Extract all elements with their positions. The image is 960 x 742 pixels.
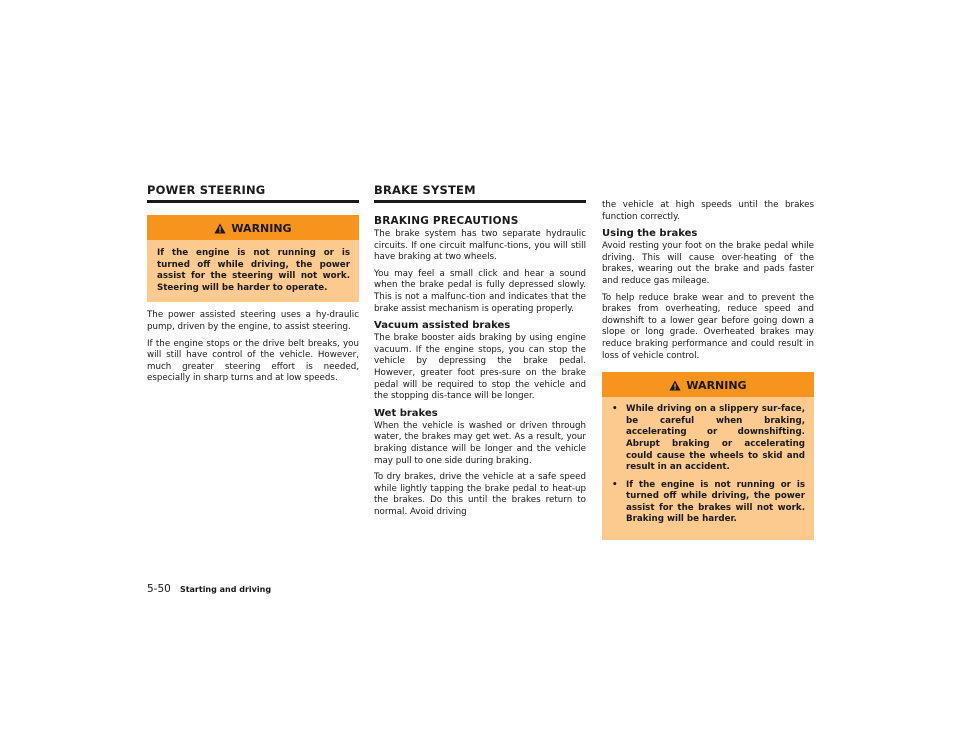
warning-label: WARNING <box>231 222 292 235</box>
paragraph: To help reduce brake wear and to prevent the brakes from overheating, reduce speed and downshift to a lower gear before going down a slope or long grade. Overheated brakes may reduce braking performance and could result in loss of vehicle control. <box>602 292 814 361</box>
paragraph-continued: the vehicle at high speeds until the brakes function correctly. <box>602 200 814 222</box>
page-footer <box>147 577 271 596</box>
bullet: • <box>612 404 618 415</box>
bullet: • <box>612 479 618 490</box>
paragraph: The power assisted steering uses a hy-draulic pump, driven by the engine, to assist steering. <box>147 310 359 332</box>
paragraph: You may feel a small click and hear a sound when the brake pedal is fully depressed slowly. This is not a malfunc-tion and indicates that the brake assist mechanism is operating properly. <box>374 268 586 314</box>
warning-list <box>602 397 814 526</box>
paragraph: When the vehicle is washed or driven through water, the brakes may get wet. As a result, your braking distance will be longer and the vehicle may pull to one side during braking. <box>374 420 586 466</box>
paragraph: The brake booster aids braking by using engine vacuum. If the engine stops, you can stop the vehicle by depressing the brake pedal. However, greater foot pres-sure on the brake pedal will be required to stop the vehicle and the stopping dis-tance will be longer. <box>374 333 586 402</box>
paragraph: The brake system has two separate hydraulic circuits. If one circuit malfunc-tions, you will still have braking at two wheels. <box>374 229 586 263</box>
chapter-title: Starting and driving <box>179 585 272 594</box>
column-brake-system-continued <box>602 200 814 548</box>
paragraph: Avoid resting your foot on the brake pedal while driving. This will cause over-heating of the brakes, wearing out the brake and pads faster and reduce gas mileage. <box>602 241 814 286</box>
warning-triangle-icon <box>669 380 681 391</box>
warning-label: WARNING <box>686 379 747 393</box>
page-number: 5-50 <box>147 583 171 595</box>
heading-wet-brakes: Wet brakes <box>374 407 438 419</box>
heading-braking-precautions: BRAKING PRECAUTIONS <box>374 215 519 227</box>
warning-item-text: While driving on a slippery sur-face, be careful when braking, accelerating or downshifting. Abrupt braking or accelerating could cause the wheels to skid and result in an accident. <box>626 404 805 473</box>
paragraph: To dry brakes, drive the vehicle at a safe speed while lightly tapping the brake pedal to heat-up the brakes. Do this until the brakes return to normal. Avoid driving <box>374 472 586 517</box>
warning-item-text: If the engine is not running or is turned off while driving, the power assist for the brakes will not work. Braking will be harder. <box>626 479 805 525</box>
warning-triangle-icon <box>214 223 226 234</box>
column-power-steering <box>147 183 359 390</box>
warning-list-item <box>602 480 805 526</box>
heading-using-the-brakes: Using the brakes <box>602 228 698 240</box>
warning-header <box>147 215 359 240</box>
section-title-brake-system: BRAKE SYSTEM <box>374 183 586 203</box>
paragraph: If the engine stops or the drive belt breaks, you will still have control of the vehicle. However, much greater steering effort is needed, especially in sharp turns and at low speeds. <box>147 338 359 384</box>
column-brake-system <box>374 183 586 523</box>
warning-text: If the engine is not running or is turned off while driving, the power assist for the steering will not work. Steering will be harder to operate. <box>157 248 350 293</box>
heading-vacuum-assisted-brakes: Vacuum assisted brakes <box>374 320 511 332</box>
section-title-power-steering: POWER STEERING <box>147 183 359 203</box>
warning-box-brakes <box>602 372 814 540</box>
warning-list-item <box>602 404 805 474</box>
warning-box-steering <box>147 215 359 302</box>
warning-header <box>602 372 814 397</box>
